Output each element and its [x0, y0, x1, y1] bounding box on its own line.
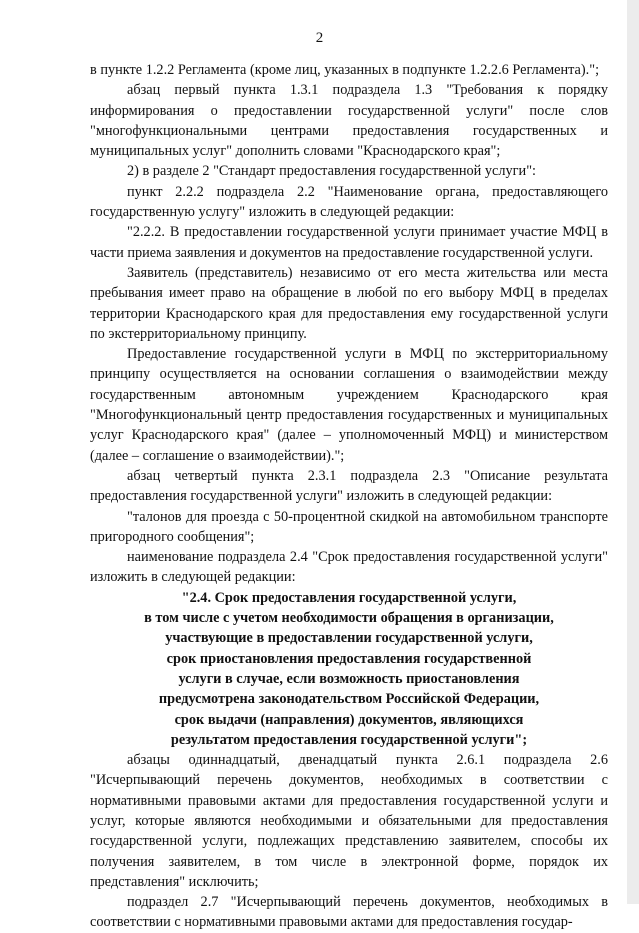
paragraph-11: абзацы одиннадцатый, двенадцатый пункта 2.6.1 подраздела 2.6 "Исчерпывающий перечень документов, необходимых в соответствии с нормативными правовыми актами для предоставления государственной услуги и услуг, которые являются необходимыми и обязательными для предоставления государственной услуги, подлежащих представлению заявителем, способы их получения заявителем, в том числе в электронной форме, порядок их представления" исключить;	[90, 752, 608, 890]
paragraph-9: "талонов для проезда с 50-процентной скидкой на автомобильном транспорте пригородного сообщения";	[90, 508, 608, 545]
paragraph-8: абзац четвертый пункта 2.3.1 подраздела 2.3 "Описание результата предоставления государственной услуги" изложить в следующей редакции:	[90, 467, 608, 505]
section-heading-line-4: срок приостановления предоставления государственной	[166, 650, 532, 667]
paragraph-1: в пункте 1.2.2 Регламента (кроме лиц, указанных в подпункте 1.2.2.6 Регламента).";	[90, 62, 600, 78]
section-heading-line-3: участвующие в предоставлении государственной услуги,	[165, 630, 533, 647]
section-heading-line-2: в том числе с учетом необходимости обращения в организации,	[144, 610, 554, 627]
paragraph-7: Предоставление государственной услуги в МФЦ по экстерриториальному принципу осуществляется на основании соглашения о взаимодействии между государственным автономным учреждением Краснодарского края "Многофункциональный центр предоставления государственных и муниципальных услуг Краснодарского края" (далее – уполномоченный МФЦ) и министерством (далее – соглашение о взаимодействии).";	[90, 346, 608, 464]
paragraph-6: Заявитель (представитель) независимо от его места жительства или места пребывания имеет право на обращение в любой по его выбору МФЦ в пределах территории Краснодарского края для предоставления ему государственной услуги по экстерриториальному принципу.	[90, 264, 608, 342]
section-heading-line-1: "2.4. Срок предоставления государственной услуги,	[181, 589, 517, 606]
section-heading-line-8: результатом предоставления государственной услуги";	[170, 731, 528, 748]
section-heading-line-6: предусмотрена законодательством Российской Федерации,	[158, 691, 540, 708]
scan-edge-shadow	[627, 0, 639, 904]
document-body	[90, 60, 608, 933]
paragraph-3: 2) в разделе 2 "Стандарт предоставления государственной услуги":	[127, 163, 537, 180]
paragraph-4: пункт 2.2.2 подраздела 2.2 "Наименование органа, предоставляющего государственную услугу" изложить в следующей редакции:	[90, 183, 608, 221]
section-heading-line-5: услуги в случае, если возможность приостановления	[178, 670, 520, 687]
section-heading-line-7: срок выдачи (направления) документов, являющихся	[174, 711, 524, 728]
paragraph-12: подраздел 2.7 "Исчерпывающий перечень документов, необходимых в соответствии с нормативными правовыми актами для предоставления государ-	[90, 894, 608, 931]
page-number: 2	[315, 30, 324, 46]
paragraph-5: "2.2.2. В предоставлении государственной услуги принимает участие МФЦ в части приема заявления и документов на предоставление государственной услуги.	[90, 224, 608, 261]
paragraph-2: абзац первый пункта 1.3.1 подраздела 1.3 "Требования к порядку информирования о предоставлении государственной услуги" после слов "многофункциональными центрами предоставления государственных и муниципальных услуг" дополнить словами "Краснодарского края";	[90, 82, 608, 160]
paragraph-10: наименование подраздела 2.4 "Срок предоставления государственной услуги" изложить в следующей редакции:	[90, 549, 608, 586]
